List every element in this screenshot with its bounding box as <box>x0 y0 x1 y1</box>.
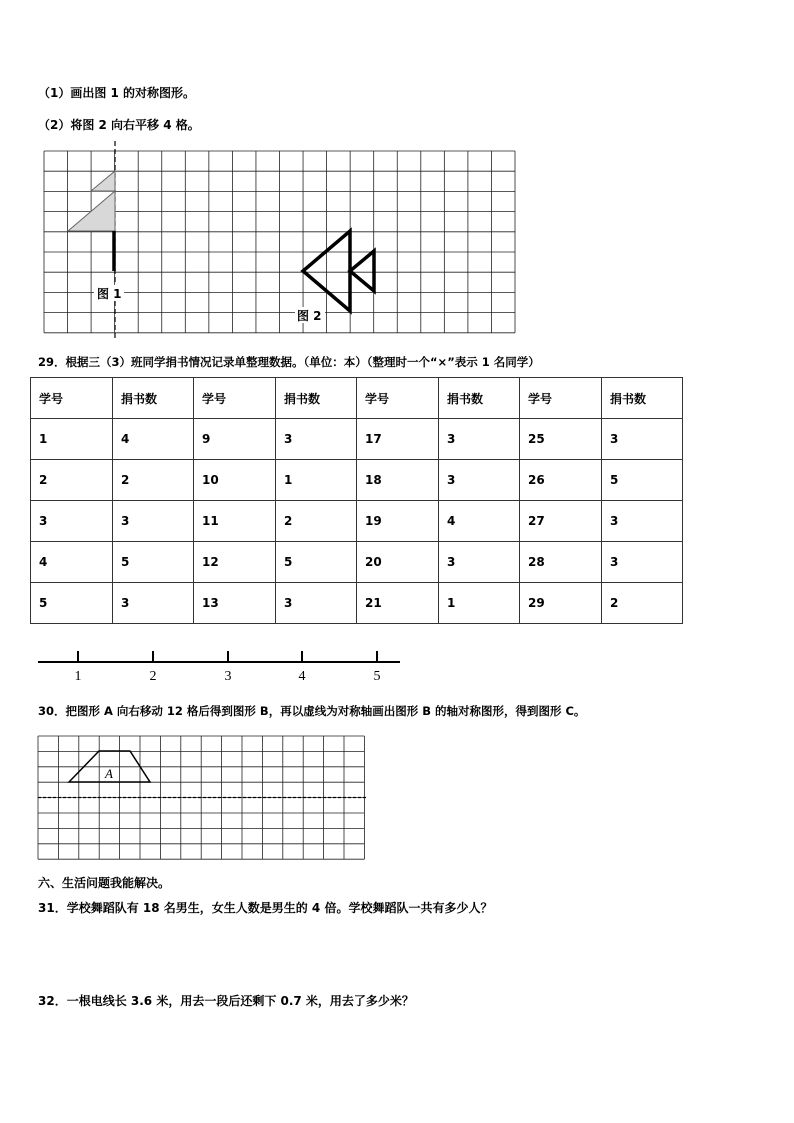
table-row <box>31 583 683 624</box>
table-header-row <box>31 378 683 419</box>
q30-title: 30．把图形 A 向右移动 12 格后得到图形 B，再以虚线为对称轴画出图形 B 的轴对称图形，得到图形 C。 <box>38 704 586 718</box>
table-cell: 10 <box>194 460 276 501</box>
table-cell: 3 <box>602 419 683 460</box>
table-cell: 4 <box>113 419 194 460</box>
table-cell: 1 <box>276 460 357 501</box>
table-cell: 18 <box>357 460 439 501</box>
header-cell: 学号 <box>520 378 602 419</box>
fig1-upper-triangle <box>91 171 115 191</box>
table-row <box>31 460 683 501</box>
table-cell: 28 <box>520 542 602 583</box>
header-cell: 捐书数 <box>276 378 357 419</box>
symmetry-grid <box>44 151 516 334</box>
table-cell: 27 <box>520 501 602 542</box>
header-cell: 学号 <box>357 378 439 419</box>
fig1-label: 图 1 <box>97 287 122 301</box>
table-row <box>31 542 683 583</box>
table-cell: 3 <box>113 501 194 542</box>
fig1-lower-triangle <box>68 191 115 231</box>
donation-table <box>30 377 683 624</box>
fig2-small-triangle <box>350 251 374 291</box>
table-cell: 3 <box>439 542 520 583</box>
table-cell: 5 <box>602 460 683 501</box>
table-cell: 25 <box>520 419 602 460</box>
header-cell: 捐书数 <box>439 378 520 419</box>
fig2-label: 图 2 <box>297 309 322 323</box>
table-cell: 2 <box>31 460 113 501</box>
header-cell: 捐书数 <box>602 378 683 419</box>
header-cell: 学号 <box>31 378 113 419</box>
table-cell: 4 <box>31 542 113 583</box>
tally-axis <box>38 646 402 686</box>
table-cell: 5 <box>113 542 194 583</box>
header-cell: 捐书数 <box>113 378 194 419</box>
header-cell: 学号 <box>194 378 276 419</box>
table-cell: 5 <box>276 542 357 583</box>
axis-tick-label: 4 <box>298 669 306 684</box>
table-cell: 9 <box>194 419 276 460</box>
axis-tick-label: 1 <box>74 669 82 684</box>
table-cell: 2 <box>113 460 194 501</box>
table-cell: 12 <box>194 542 276 583</box>
table-cell: 1 <box>31 419 113 460</box>
table-cell: 3 <box>276 583 357 624</box>
table-row <box>31 419 683 460</box>
table-cell: 3 <box>113 583 194 624</box>
shape-a-label: A <box>105 766 113 781</box>
table-cell: 19 <box>357 501 439 542</box>
table-cell: 20 <box>357 542 439 583</box>
section6-title: 六、生活问题我能解决。 <box>38 876 171 890</box>
axis-tick-label: 3 <box>224 669 232 684</box>
axis-tick-label: 5 <box>373 669 381 684</box>
table-cell: 1 <box>439 583 520 624</box>
table-cell: 3 <box>602 501 683 542</box>
table-cell: 17 <box>357 419 439 460</box>
table-row <box>31 501 683 542</box>
translation-grid <box>38 736 366 860</box>
table-cell: 26 <box>520 460 602 501</box>
table-cell: 2 <box>276 501 357 542</box>
table-cell: 3 <box>602 542 683 583</box>
table-cell: 11 <box>194 501 276 542</box>
table-cell: 3 <box>439 419 520 460</box>
table-cell: 21 <box>357 583 439 624</box>
axis-tick-label: 2 <box>149 669 157 684</box>
table-cell: 4 <box>439 501 520 542</box>
q28-part1: （1）画出图 1 的对称图形。 <box>38 86 196 100</box>
q28-part2: （2）将图 2 向右平移 4 格。 <box>38 118 200 132</box>
table-cell: 3 <box>31 501 113 542</box>
q32-text: 32．一根电线长 3.6 米，用去一段后还剩下 0.7 米，用去了多少米？ <box>38 994 414 1008</box>
q29-title: 29．根据三（3）班同学捐书情况记录单整理数据。（单位：本）（整理时一个“×”表示 1 名同学） <box>38 355 540 369</box>
table-cell: 13 <box>194 583 276 624</box>
table-cell: 3 <box>439 460 520 501</box>
table-cell: 3 <box>276 419 357 460</box>
table-cell: 2 <box>602 583 683 624</box>
table-cell: 5 <box>31 583 113 624</box>
table-cell: 29 <box>520 583 602 624</box>
q31-text: 31．学校舞蹈队有 18 名男生，女生人数是男生的 4 倍。学校舞蹈队一共有多少人？ <box>38 901 493 915</box>
